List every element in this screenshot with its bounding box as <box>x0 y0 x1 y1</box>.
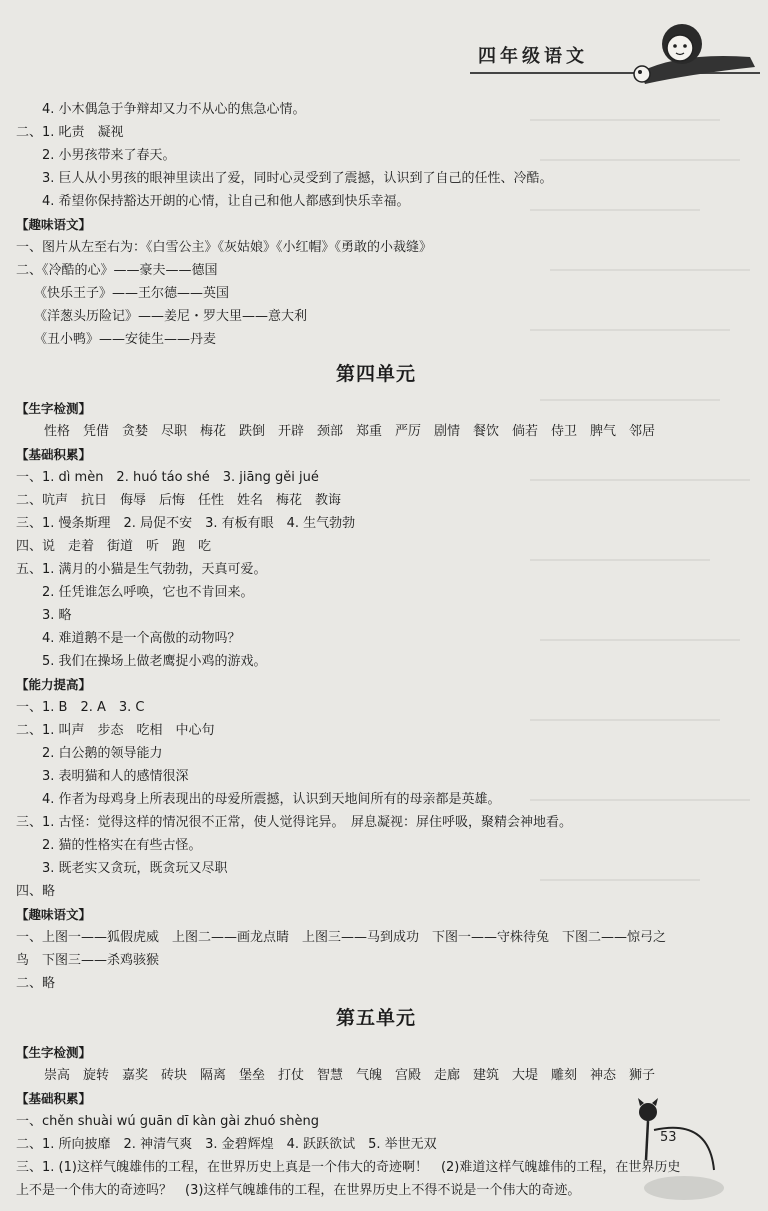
section-heading: 【趣味语文】 <box>16 907 92 922</box>
answer-content <box>16 98 736 1202</box>
section-heading: 【基础积累】 <box>16 447 92 462</box>
answer-line: 二、吭声 抗日 侮辱 后悔 任性 姓名 梅花 教诲 <box>16 493 342 508</box>
answer-line: 《丑小鸭》——安徒生——丹麦 <box>34 332 217 347</box>
section-heading: 【生字检测】 <box>16 401 92 416</box>
unit-title: 第四单元 <box>335 363 416 385</box>
answer-line: 《快乐王子》——王尔德——英国 <box>34 286 230 301</box>
answer-line: 三、1. (1)这样气魄雄伟的工程，在世界历史上真是一个伟大的奇迹啊！ (2)难道这样气魄雄伟的工程，在世界历史 <box>16 1160 681 1175</box>
answer-line: 一、上图一——狐假虎威 上图二——画龙点睛 上图三——马到成功 下图一——守株待兔 下图二——惊弓之 <box>16 930 667 945</box>
answer-line: 《洋葱头历险记》——姜尼・罗大里——意大利 <box>34 309 308 324</box>
answer-line: 三、1. 古怪：觉得这样的情况很不正常，使人觉得诧异。 屏息凝视：屏住呼吸，聚精会神地看。 <box>16 815 573 830</box>
answer-line: 二、略 <box>16 976 56 991</box>
answer-line: 二、1. 叫声 步态 吃相 中心句 <box>16 723 215 738</box>
page-header-title: 四年级语文 <box>478 46 588 67</box>
answer-line: 二、1. 叱责 凝视 <box>16 125 124 140</box>
page-number: 53 <box>660 1130 677 1145</box>
answer-line: 4. 难道鹅不是一个高傲的动物吗？ <box>42 631 241 646</box>
answer-line: 二、1. 所向披靡 2. 神清气爽 3. 金碧辉煌 4. 跃跃欲试 5. 举世无双 <box>16 1137 437 1152</box>
answer-line: 3. 巨人从小男孩的眼神里读出了爱，同时心灵受到了震撼，认识到了自己的任性、冷酷。 <box>42 171 553 186</box>
answer-line: 上不是一个伟大的奇迹吗？ (3)这样气魄雄伟的工程，在世界历史上不得不说是一个伟大的奇迹。 <box>16 1183 581 1198</box>
answer-line: 三、1. 慢条斯理 2. 局促不安 3. 有板有眼 4. 生气勃勃 <box>16 516 356 531</box>
answer-line: 一、图片从左至右为：《白雪公主》《灰姑娘》《小红帽》《勇敢的小裁缝》 <box>16 240 433 255</box>
answer-line: 鸟 下图三——杀鸡骇猴 <box>16 953 160 968</box>
vocabulary-row: 性格 凭借 贪婪 尽职 梅花 跌倒 开辟 颈部 郑重 严厉 剧情 餐饮 倘若 侍卫 脾气 邻居 <box>44 424 656 439</box>
answer-line: 五、1. 满月的小猫是生气勃勃，天真可爱。 <box>16 562 267 577</box>
section-heading: 【生字检测】 <box>16 1045 92 1060</box>
answer-line: 2. 小男孩带来了春天。 <box>42 148 176 163</box>
answer-line: 3. 既老实又贪玩，既贪玩又尽职 <box>42 861 228 876</box>
answer-line: 4. 小木偶急于争辩却又力不从心的焦急心情。 <box>42 102 306 117</box>
section-heading: 【基础积累】 <box>16 1091 92 1106</box>
section-heading: 【趣味语文】 <box>16 217 92 232</box>
answer-line: 4. 作者为母鸡身上所表现出的母爱所震撼，认识到天地间所有的母亲都是英雄。 <box>42 792 501 807</box>
answer-line: 4. 希望你保持豁达开朗的心情，让自己和他人都感到快乐幸福。 <box>42 194 410 209</box>
answer-line: 3. 略 <box>42 608 72 623</box>
answer-line: 四、说 走着 街道 听 跑 吃 <box>16 539 212 554</box>
cartoon-cat-icon <box>624 1090 764 1208</box>
vocabulary-row: 崇高 旋转 嘉奖 砖块 隔离 堡垒 打仗 智慧 气魄 宫殿 走廊 建筑 大堤 雕刻 神态 狮子 <box>44 1068 656 1083</box>
answer-line: 2. 猫的性格实在有些古怪。 <box>42 838 202 853</box>
answer-line: 一、chěn shuài wú guān dī kàn gài zhuó shèng <box>16 1114 320 1129</box>
unit-title: 第五单元 <box>335 1007 416 1029</box>
answer-line: 2. 白公鹅的领导能力 <box>42 746 163 761</box>
child-mascot-icon <box>620 12 760 92</box>
answer-line: 二、《冷酷的心》——豪夫——德国 <box>16 263 218 278</box>
answer-line: 四、略 <box>16 884 56 899</box>
answer-line: 2. 任凭谁怎么呼唤，它也不肯回来。 <box>42 585 254 600</box>
answer-line: 5. 我们在操场上做老鹰捉小鸡的游戏。 <box>42 654 267 669</box>
answer-line: 3. 表明猫和人的感情很深 <box>42 769 189 784</box>
section-heading: 【能力提高】 <box>16 677 92 692</box>
answer-line: 一、1. B 2. A 3. C <box>16 700 145 715</box>
answer-line: 一、1. dì mèn 2. huó táo shé 3. jiāng gěi jué <box>16 470 319 485</box>
